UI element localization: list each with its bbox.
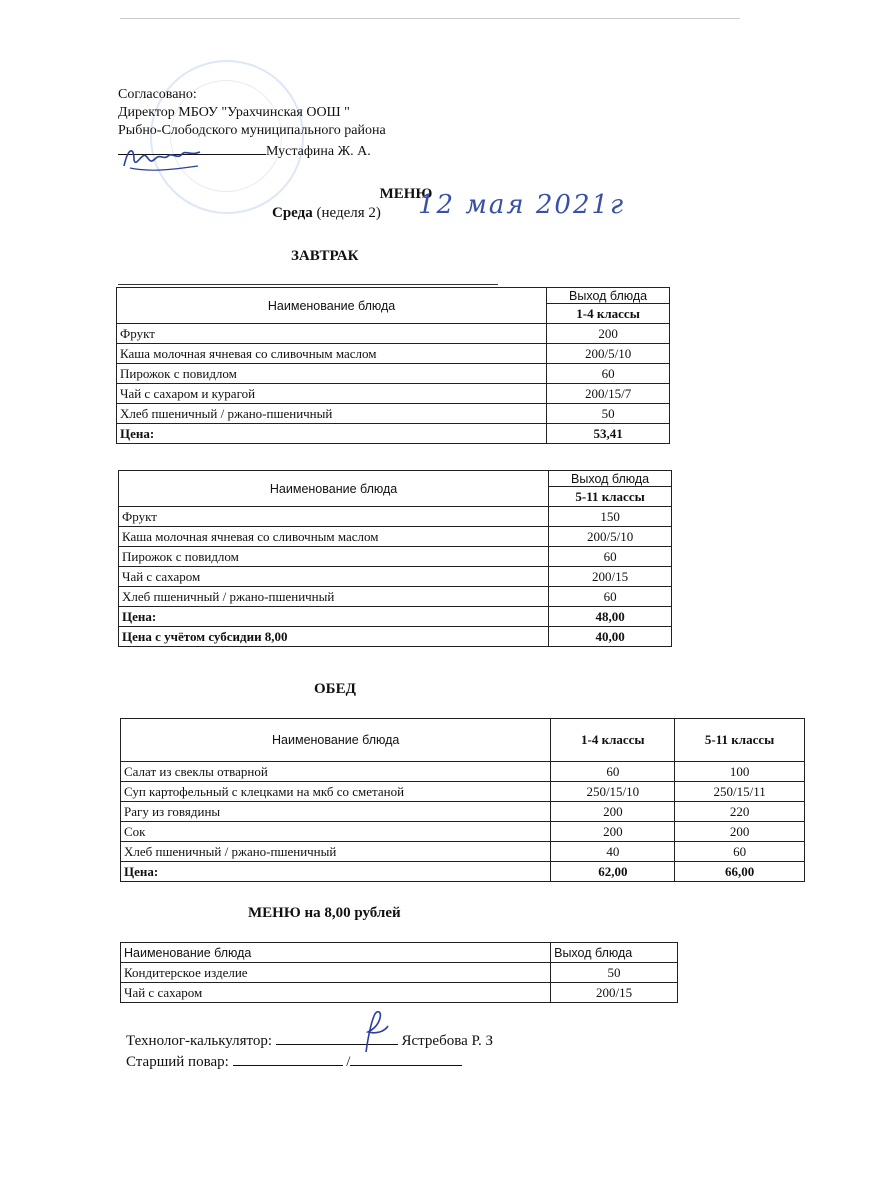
price-value-5-11: 66,00 xyxy=(675,862,805,882)
chef-signature-line xyxy=(233,1051,343,1066)
column-header-output: Выход блюда xyxy=(551,943,678,963)
dish-output: 60 xyxy=(547,364,670,384)
dish-output-5-11: 200 xyxy=(675,822,805,842)
dish-name: Фрукт xyxy=(119,507,549,527)
dish-name: Чай с сахаром и курагой xyxy=(117,384,547,404)
technologist-line xyxy=(126,1030,493,1051)
dish-name: Сок xyxy=(121,822,551,842)
table-row xyxy=(119,567,672,587)
column-header-dish: Наименование блюда xyxy=(117,288,547,324)
subsidy-value: 40,00 xyxy=(549,627,672,647)
dish-output: 200/5/10 xyxy=(547,344,670,364)
table-row xyxy=(117,324,670,344)
price-row xyxy=(117,424,670,444)
dish-name: Суп картофельный с клецками на мкб со сметаной xyxy=(121,782,551,802)
subsidy-label: Цена с учётом субсидии 8,00 xyxy=(119,627,549,647)
dish-name: Хлеб пшеничный / ржано-пшеничный xyxy=(117,404,547,424)
dish-name: Каша молочная ячневая со сливочным маслом xyxy=(117,344,547,364)
dish-output-1-4: 250/15/10 xyxy=(551,782,675,802)
technologist-label: Технолог-калькулятор: xyxy=(126,1033,273,1049)
day-name: Среда xyxy=(272,205,313,221)
dish-output: 50 xyxy=(547,404,670,424)
technologist-name: Ястребова Р. З xyxy=(401,1033,493,1049)
column-header-class: 1-4 классы xyxy=(547,304,670,324)
column-header-output: Выход блюда xyxy=(549,471,672,487)
table-row xyxy=(119,527,672,547)
menu-title: МЕНЮ xyxy=(379,186,433,202)
table-row xyxy=(117,404,670,424)
dish-output: 60 xyxy=(549,547,672,567)
dish-output-5-11: 60 xyxy=(675,842,805,862)
dish-name: Хлеб пшеничный / ржано-пшеничный xyxy=(121,842,551,862)
price-value: 53,41 xyxy=(547,424,670,444)
table-header-row xyxy=(119,471,672,487)
table-row xyxy=(121,802,805,822)
dish-name: Чай с сахаром xyxy=(119,567,549,587)
table-row xyxy=(121,983,678,1003)
dish-name: Хлеб пшеничный / ржано-пшеничный xyxy=(119,587,549,607)
chef-label: Старший повар: xyxy=(126,1054,229,1070)
price-label: Цена: xyxy=(121,862,551,882)
dish-output-1-4: 200 xyxy=(551,822,675,842)
week-number: (неделя 2) xyxy=(316,205,381,221)
technologist-signature xyxy=(352,1008,396,1054)
table-row xyxy=(121,782,805,802)
dish-name: Фрукт xyxy=(117,324,547,344)
dish-output: 50 xyxy=(551,963,678,983)
column-header-dish: Наименование блюда xyxy=(121,719,551,762)
table-row xyxy=(121,762,805,782)
dish-output: 200/5/10 xyxy=(549,527,672,547)
table-row xyxy=(121,842,805,862)
dish-name: Чай с сахаром xyxy=(121,983,551,1003)
menu-8-heading: МЕНЮ на 8,00 рублей xyxy=(248,905,401,921)
dish-output: 200/15/7 xyxy=(547,384,670,404)
table-row xyxy=(119,507,672,527)
dish-output: 60 xyxy=(549,587,672,607)
dish-output-5-11: 250/15/11 xyxy=(675,782,805,802)
table-row xyxy=(121,822,805,842)
column-header-class-5-11: 5-11 классы xyxy=(675,719,805,762)
chef-line xyxy=(126,1051,462,1072)
dish-output-1-4: 200 xyxy=(551,802,675,822)
approval-line-2: Директор МБОУ "Урахчинская ООШ " xyxy=(118,105,350,120)
approval-line-1: Согласовано: xyxy=(118,87,197,102)
breakfast-heading: ЗАВТРАК xyxy=(291,248,359,264)
column-header-output: Выход блюда xyxy=(547,288,670,304)
lunch-heading: ОБЕД xyxy=(314,681,356,697)
column-header-class-1-4: 1-4 классы xyxy=(551,719,675,762)
dish-name: Пирожок с повидлом xyxy=(117,364,547,384)
approval-line-3: Рыбно-Слободского муниципального района xyxy=(118,123,386,138)
price-label: Цена: xyxy=(117,424,547,444)
dish-name: Каша молочная ячневая со сливочным маслом xyxy=(119,527,549,547)
price-value-1-4: 62,00 xyxy=(551,862,675,882)
director-signature xyxy=(120,138,210,178)
dish-output: 200/15 xyxy=(549,567,672,587)
table-row xyxy=(117,344,670,364)
table-row xyxy=(117,384,670,404)
dish-name: Салат из свеклы отварной xyxy=(121,762,551,782)
price-value: 48,00 xyxy=(549,607,672,627)
table-header-row xyxy=(121,943,678,963)
director-name: Мустафина Ж. А. xyxy=(266,144,371,159)
lunch-table xyxy=(120,718,805,882)
dish-output-1-4: 40 xyxy=(551,842,675,862)
subsidy-row xyxy=(119,627,672,647)
dish-name: Пирожок с повидлом xyxy=(119,547,549,567)
dish-name: Кондитерское изделие xyxy=(121,963,551,983)
price-row xyxy=(119,607,672,627)
price-row xyxy=(121,862,805,882)
table-header-row xyxy=(117,288,670,304)
breakfast-table-5-11 xyxy=(118,470,672,647)
column-header-dish: Наименование блюда xyxy=(121,943,551,963)
dish-output-5-11: 100 xyxy=(675,762,805,782)
handwritten-date: 12 мая 2021г xyxy=(418,190,626,220)
dish-name: Рагу из говядины xyxy=(121,802,551,822)
scan-edge-line xyxy=(120,18,740,19)
dish-output-5-11: 220 xyxy=(675,802,805,822)
chef-separator: / xyxy=(346,1054,351,1070)
table-row xyxy=(121,963,678,983)
price-label: Цена: xyxy=(119,607,549,627)
dish-output: 150 xyxy=(549,507,672,527)
menu-8-table xyxy=(120,942,678,1003)
table-row xyxy=(119,547,672,567)
day-line xyxy=(272,205,381,222)
dish-output-1-4: 60 xyxy=(551,762,675,782)
column-header-dish: Наименование блюда xyxy=(119,471,549,507)
table-header-row xyxy=(121,719,805,762)
chef-name-line xyxy=(350,1051,462,1066)
breakfast-divider xyxy=(118,284,498,285)
table-row xyxy=(119,587,672,607)
dish-output: 200/15 xyxy=(551,983,678,1003)
breakfast-table-1-4 xyxy=(116,287,670,444)
dish-output: 200 xyxy=(547,324,670,344)
table-row xyxy=(117,364,670,384)
column-header-class: 5-11 классы xyxy=(549,487,672,507)
